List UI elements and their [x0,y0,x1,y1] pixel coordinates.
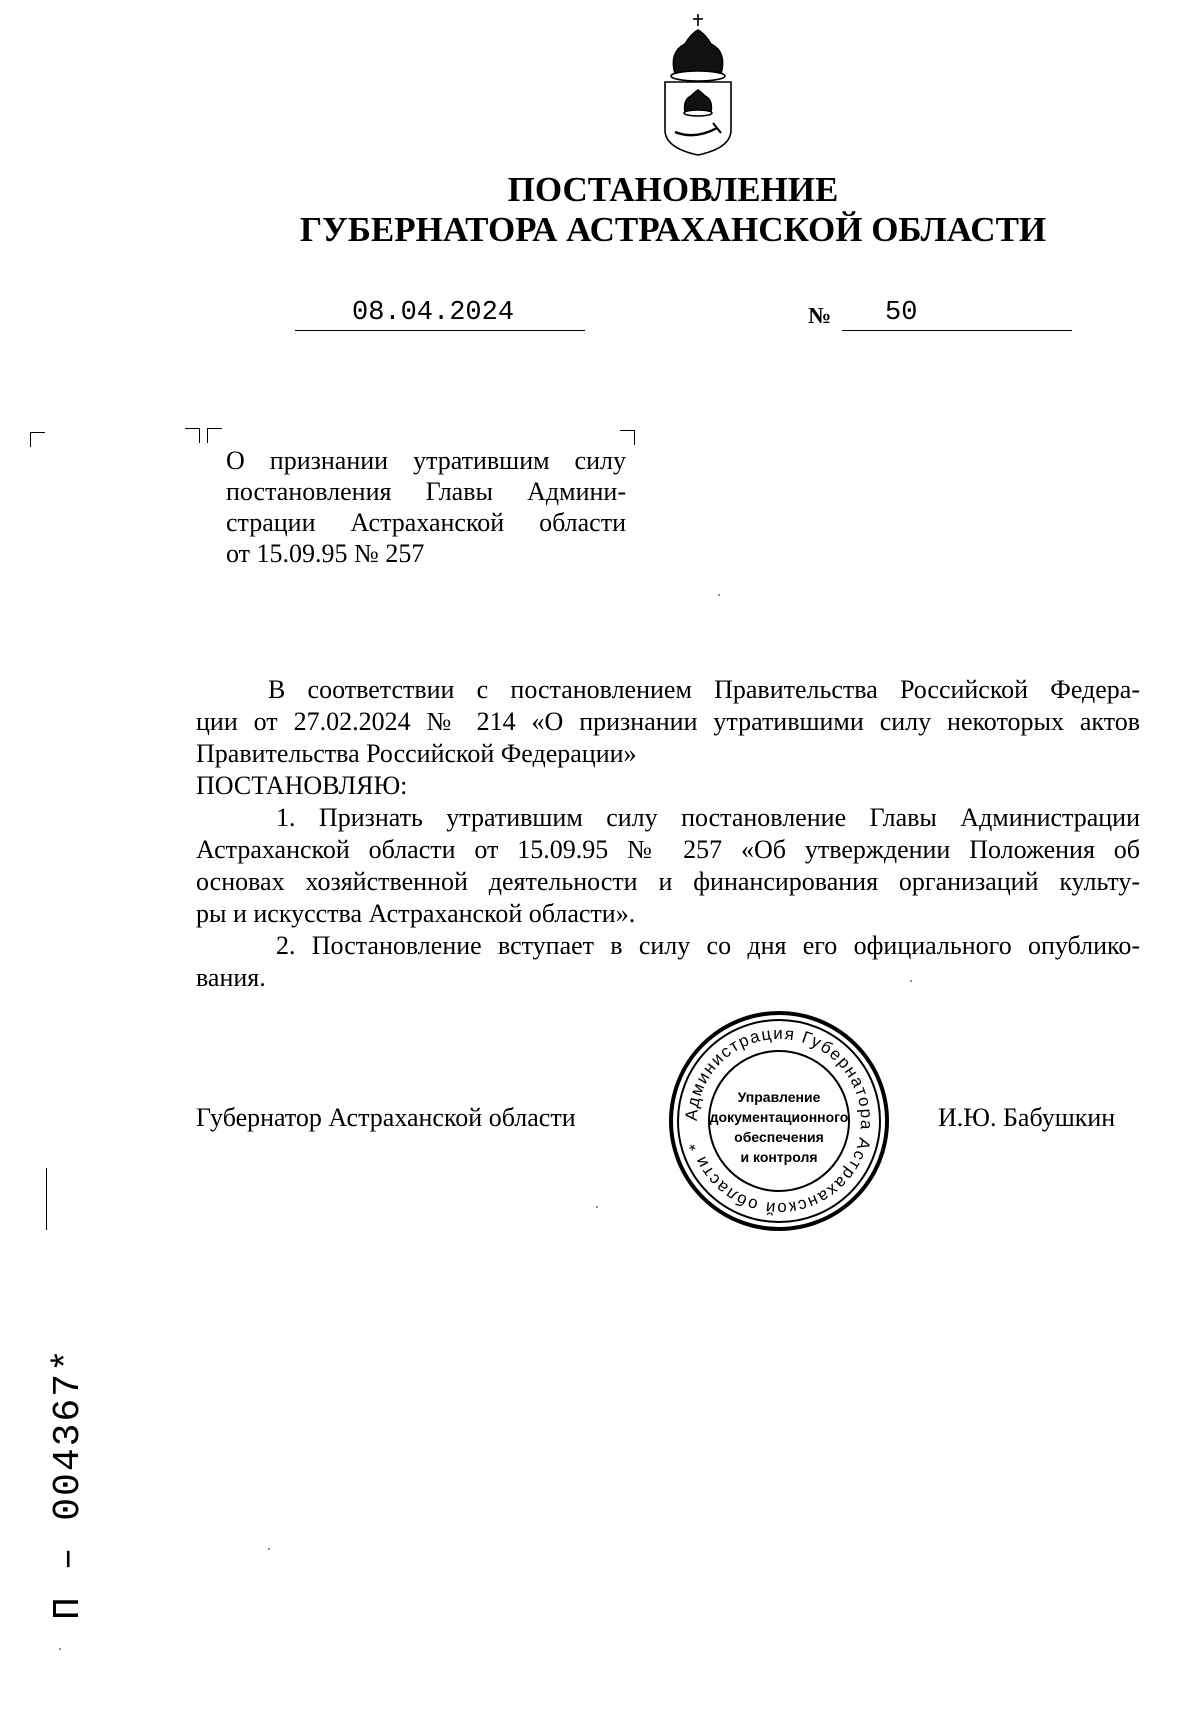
subject-line: О признании утратившим силу [226,446,626,475]
subject-line: страции Астраханской области [226,508,626,537]
preamble-line: В соответствии с постановлением Правительства Российской Федера- [268,675,1140,704]
date-underline [295,330,585,331]
document-date: 08.04.2024 [352,298,515,328]
scan-speck [910,980,912,982]
scan-speck [59,1648,61,1650]
item-line: ры и искусства Астраханской области». [196,899,636,928]
scan-speck [596,1206,598,1208]
stamp-center-line: обеспечения [734,1129,824,1145]
item-line: 2. Постановление вступает в силу со дня его официального опублико- [276,931,1140,960]
number-underline [842,330,1072,331]
stamp-center-line: документационного [709,1109,849,1125]
document-body [196,674,1140,994]
corner-mark [620,430,635,445]
number-sign: № [808,303,832,328]
item-2 [196,930,1140,994]
registration-mark [44,1300,94,1620]
subject-line: от 15.09.95 № 257 [226,539,425,568]
stamp-center-line: и контроля [740,1149,818,1165]
margin-rule [46,1168,47,1230]
scan-speck [268,1548,270,1550]
registration-number: П – 004367* [47,1347,90,1620]
signatory-name: И.Ю. Бабушкин [938,1103,1116,1132]
coat-of-arms-icon [655,12,741,157]
corner-mark [185,428,200,443]
subject-block [226,445,626,569]
signatory-position: Губернатор Астраханской области [196,1103,576,1132]
document-issuer: ГУБЕРНАТОРА АСТРАХАНСКОЙ ОБЛАСТИ [299,210,1047,249]
official-stamp-icon [668,1010,890,1232]
document-title: ПОСТАНОВЛЕНИЕ [507,170,839,209]
item-line: 1. Признать утратившим силу постановление Главы Администрации [276,803,1140,832]
corner-mark [30,432,45,447]
preamble-line: ции от 27.02.2024 № 214 «О признании утратившими силу некоторых актов [196,707,1140,736]
resolve-word: ПОСТАНОВЛЯЮ: [196,771,408,800]
preamble [196,674,1140,770]
subject-line: постановления Главы Админи- [226,477,626,506]
preamble-line: Правительства Российской Федерации» [196,739,637,768]
stamp-center-line: Управление [737,1089,821,1105]
corner-mark [207,428,222,443]
document-number: 50 [885,298,918,328]
item-line: основах хозяйственной деятельности и финансирования организаций культу- [196,867,1140,896]
item-line: Астраханской области от 15.09.95 № 257 «Об утверждении Положения об [196,835,1140,864]
item-line: вания. [196,963,266,992]
scan-speck [718,594,720,596]
item-1 [196,802,1140,930]
stamp-ring-text: Администрация Губернатора Астраханской области * [681,1023,877,1219]
